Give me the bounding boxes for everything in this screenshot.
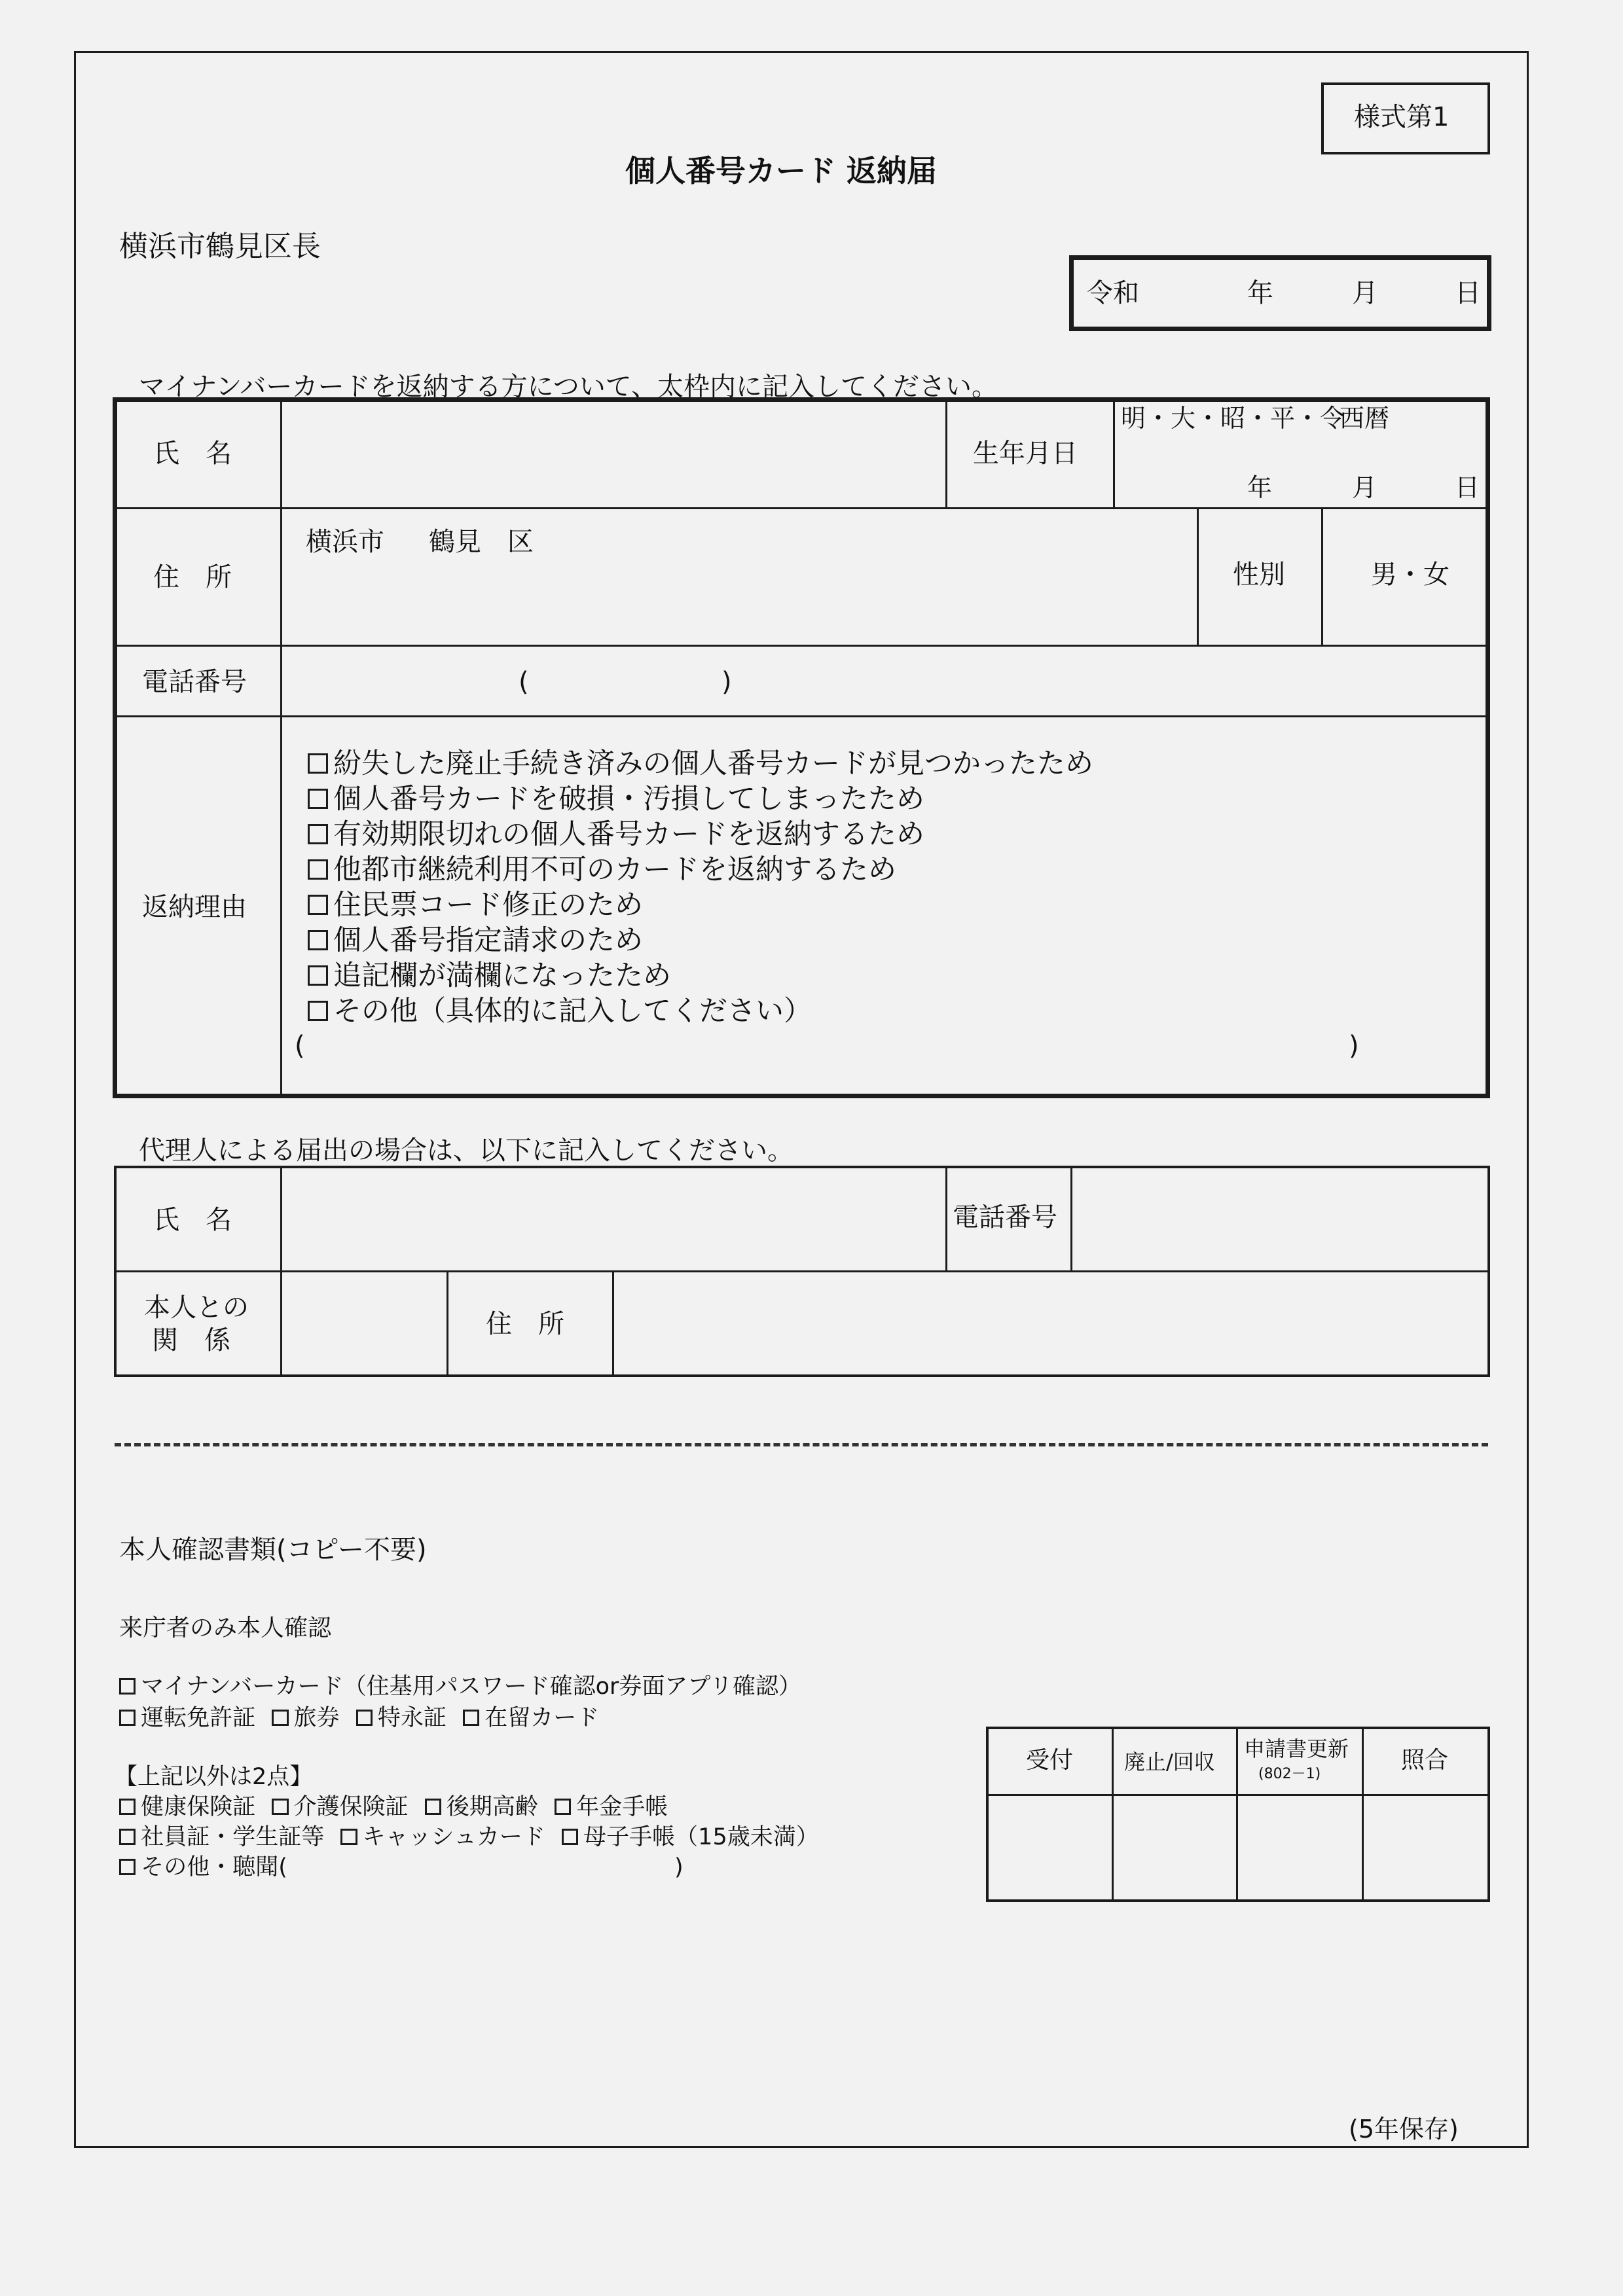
name-input[interactable]	[283, 402, 943, 505]
phone-input[interactable]	[283, 648, 1487, 713]
reason-item[interactable]: 個人番号指定請求のため	[308, 927, 643, 955]
other-open-paren: (	[295, 1031, 305, 1061]
id-doc-option[interactable]: 年金手帳	[555, 1794, 668, 1820]
checkbox[interactable]	[308, 930, 328, 950]
id-doc-option[interactable]: 介護保険証	[272, 1794, 408, 1820]
address-label: 住 所	[153, 562, 232, 592]
id-doc-line	[119, 1796, 668, 1819]
gender-label: 性別	[1233, 560, 1285, 590]
office-header-verify: 照合	[1401, 1747, 1449, 1774]
id-doc-option[interactable]: 社員証・学生証等	[119, 1824, 324, 1850]
checkbox[interactable]	[308, 789, 328, 809]
id-doc-option[interactable]: 後期高齢	[425, 1794, 538, 1820]
agent-instruction: 代理人による届出の場合は、以下に記入してください。	[139, 1136, 793, 1166]
date-day: 日	[1455, 278, 1481, 308]
page-title: 個人番号カード 返納届	[625, 153, 938, 188]
retention-note: (5年保存)	[1349, 2115, 1459, 2144]
id-doc-line	[119, 1826, 819, 1849]
checkbox[interactable]	[308, 824, 328, 844]
agent-name-label: 氏 名	[153, 1205, 232, 1235]
reason-item[interactable]: 紛失した廃止手続き済みの個人番号カードが見つかったため	[308, 750, 1093, 778]
agent-phone-label: 電話番号	[953, 1202, 1057, 1232]
office-header-receipt: 受付	[1026, 1747, 1074, 1774]
office-header-abolish: 廃止/回収	[1124, 1749, 1215, 1774]
cut-line	[115, 1443, 1488, 1446]
birthdate-label: 生年月日	[973, 439, 1078, 469]
two-docs-heading: 【上記以外は2点】	[115, 1764, 313, 1790]
reason-item[interactable]: 住民票コード修正のため	[308, 891, 643, 920]
relation-label: 関 係	[152, 1325, 230, 1355]
reason-item[interactable]: 追記欄が満欄になったため	[308, 962, 671, 990]
reason-item[interactable]: 個人番号カードを破損・汚損してしまったため	[308, 785, 924, 814]
id-doc-option[interactable]: キャッシュカード	[340, 1824, 545, 1850]
phone-open-paren: (	[519, 667, 529, 697]
phone-close-paren: )	[721, 667, 732, 697]
date-month: 月	[1352, 278, 1378, 308]
id-doc-option[interactable]: 在留カード	[463, 1705, 599, 1731]
checkbox[interactable]	[308, 859, 328, 880]
checkbox[interactable]	[308, 965, 328, 986]
reason-label: 返納理由	[142, 892, 247, 922]
address-ku: 区	[507, 527, 534, 557]
checkbox[interactable]	[308, 1001, 328, 1021]
id-docs-heading: 本人確認書類(コピー不要)	[119, 1535, 427, 1565]
birthdate-year: 年	[1247, 473, 1273, 502]
addressee: 横浜市鶴見区長	[119, 230, 321, 263]
office-update-code: (802－1)	[1258, 1766, 1321, 1782]
id-doc-line	[119, 1676, 801, 1698]
birthdate-day: 日	[1455, 473, 1480, 502]
date-year: 年	[1247, 278, 1273, 308]
office-header-update: 申請書更新	[1244, 1736, 1349, 1761]
id-doc-option[interactable]: 特永証	[356, 1705, 447, 1731]
relation-label: 本人との	[144, 1293, 249, 1323]
id-doc-line	[119, 1856, 287, 1879]
birthdate-eras[interactable]: 明・大・昭・平・令	[1121, 404, 1345, 433]
agent-name-input[interactable]	[283, 1169, 943, 1268]
date-era: 令和	[1087, 278, 1139, 308]
other-close-paren: )	[1349, 1031, 1359, 1061]
address-ward[interactable]: 鶴見	[429, 527, 481, 557]
id-doc-option[interactable]: マイナンバーカード（住基用パスワード確認or券面アプリ確認）	[119, 1674, 801, 1700]
relation-input[interactable]	[283, 1273, 444, 1374]
checkbox[interactable]	[308, 895, 328, 915]
birthdate-western[interactable]: 西暦	[1340, 404, 1390, 433]
id-doc-option[interactable]: 旅券	[272, 1705, 339, 1731]
id-doc-option[interactable]: 母子手帳（15歳未満）	[562, 1824, 819, 1850]
form-number: 様式第1	[1354, 102, 1450, 132]
main-instruction: マイナンバーカードを返納する方について、太枠内に記入してください。	[139, 372, 998, 402]
id-doc-option[interactable]: その他・聴聞(	[119, 1854, 287, 1880]
agent-address-label: 住 所	[486, 1309, 564, 1339]
birthdate-month: 月	[1352, 473, 1377, 502]
address-city: 横浜市	[306, 527, 384, 557]
id-doc-option[interactable]: 健康保険証	[119, 1794, 255, 1820]
id-doc-option[interactable]: 運転免許証	[119, 1705, 255, 1731]
checkbox[interactable]	[308, 753, 328, 774]
visitor-note: 来庁者のみ本人確認	[119, 1615, 332, 1641]
agent-address-input[interactable]	[615, 1273, 1487, 1374]
name-label: 氏 名	[153, 439, 232, 469]
phone-label: 電話番号	[142, 667, 247, 697]
id-doc-line	[119, 1707, 599, 1730]
agent-phone-input[interactable]	[1074, 1169, 1487, 1268]
other-close-paren: )	[674, 1854, 684, 1880]
reason-item[interactable]: 有効期限切れの個人番号カードを返納するため	[308, 821, 924, 849]
gender-options[interactable]: 男・女	[1371, 560, 1450, 590]
reason-item[interactable]: 他都市継続利用不可のカードを返納するため	[308, 856, 896, 884]
reason-item[interactable]: その他（具体的に記入してください）	[308, 997, 812, 1026]
